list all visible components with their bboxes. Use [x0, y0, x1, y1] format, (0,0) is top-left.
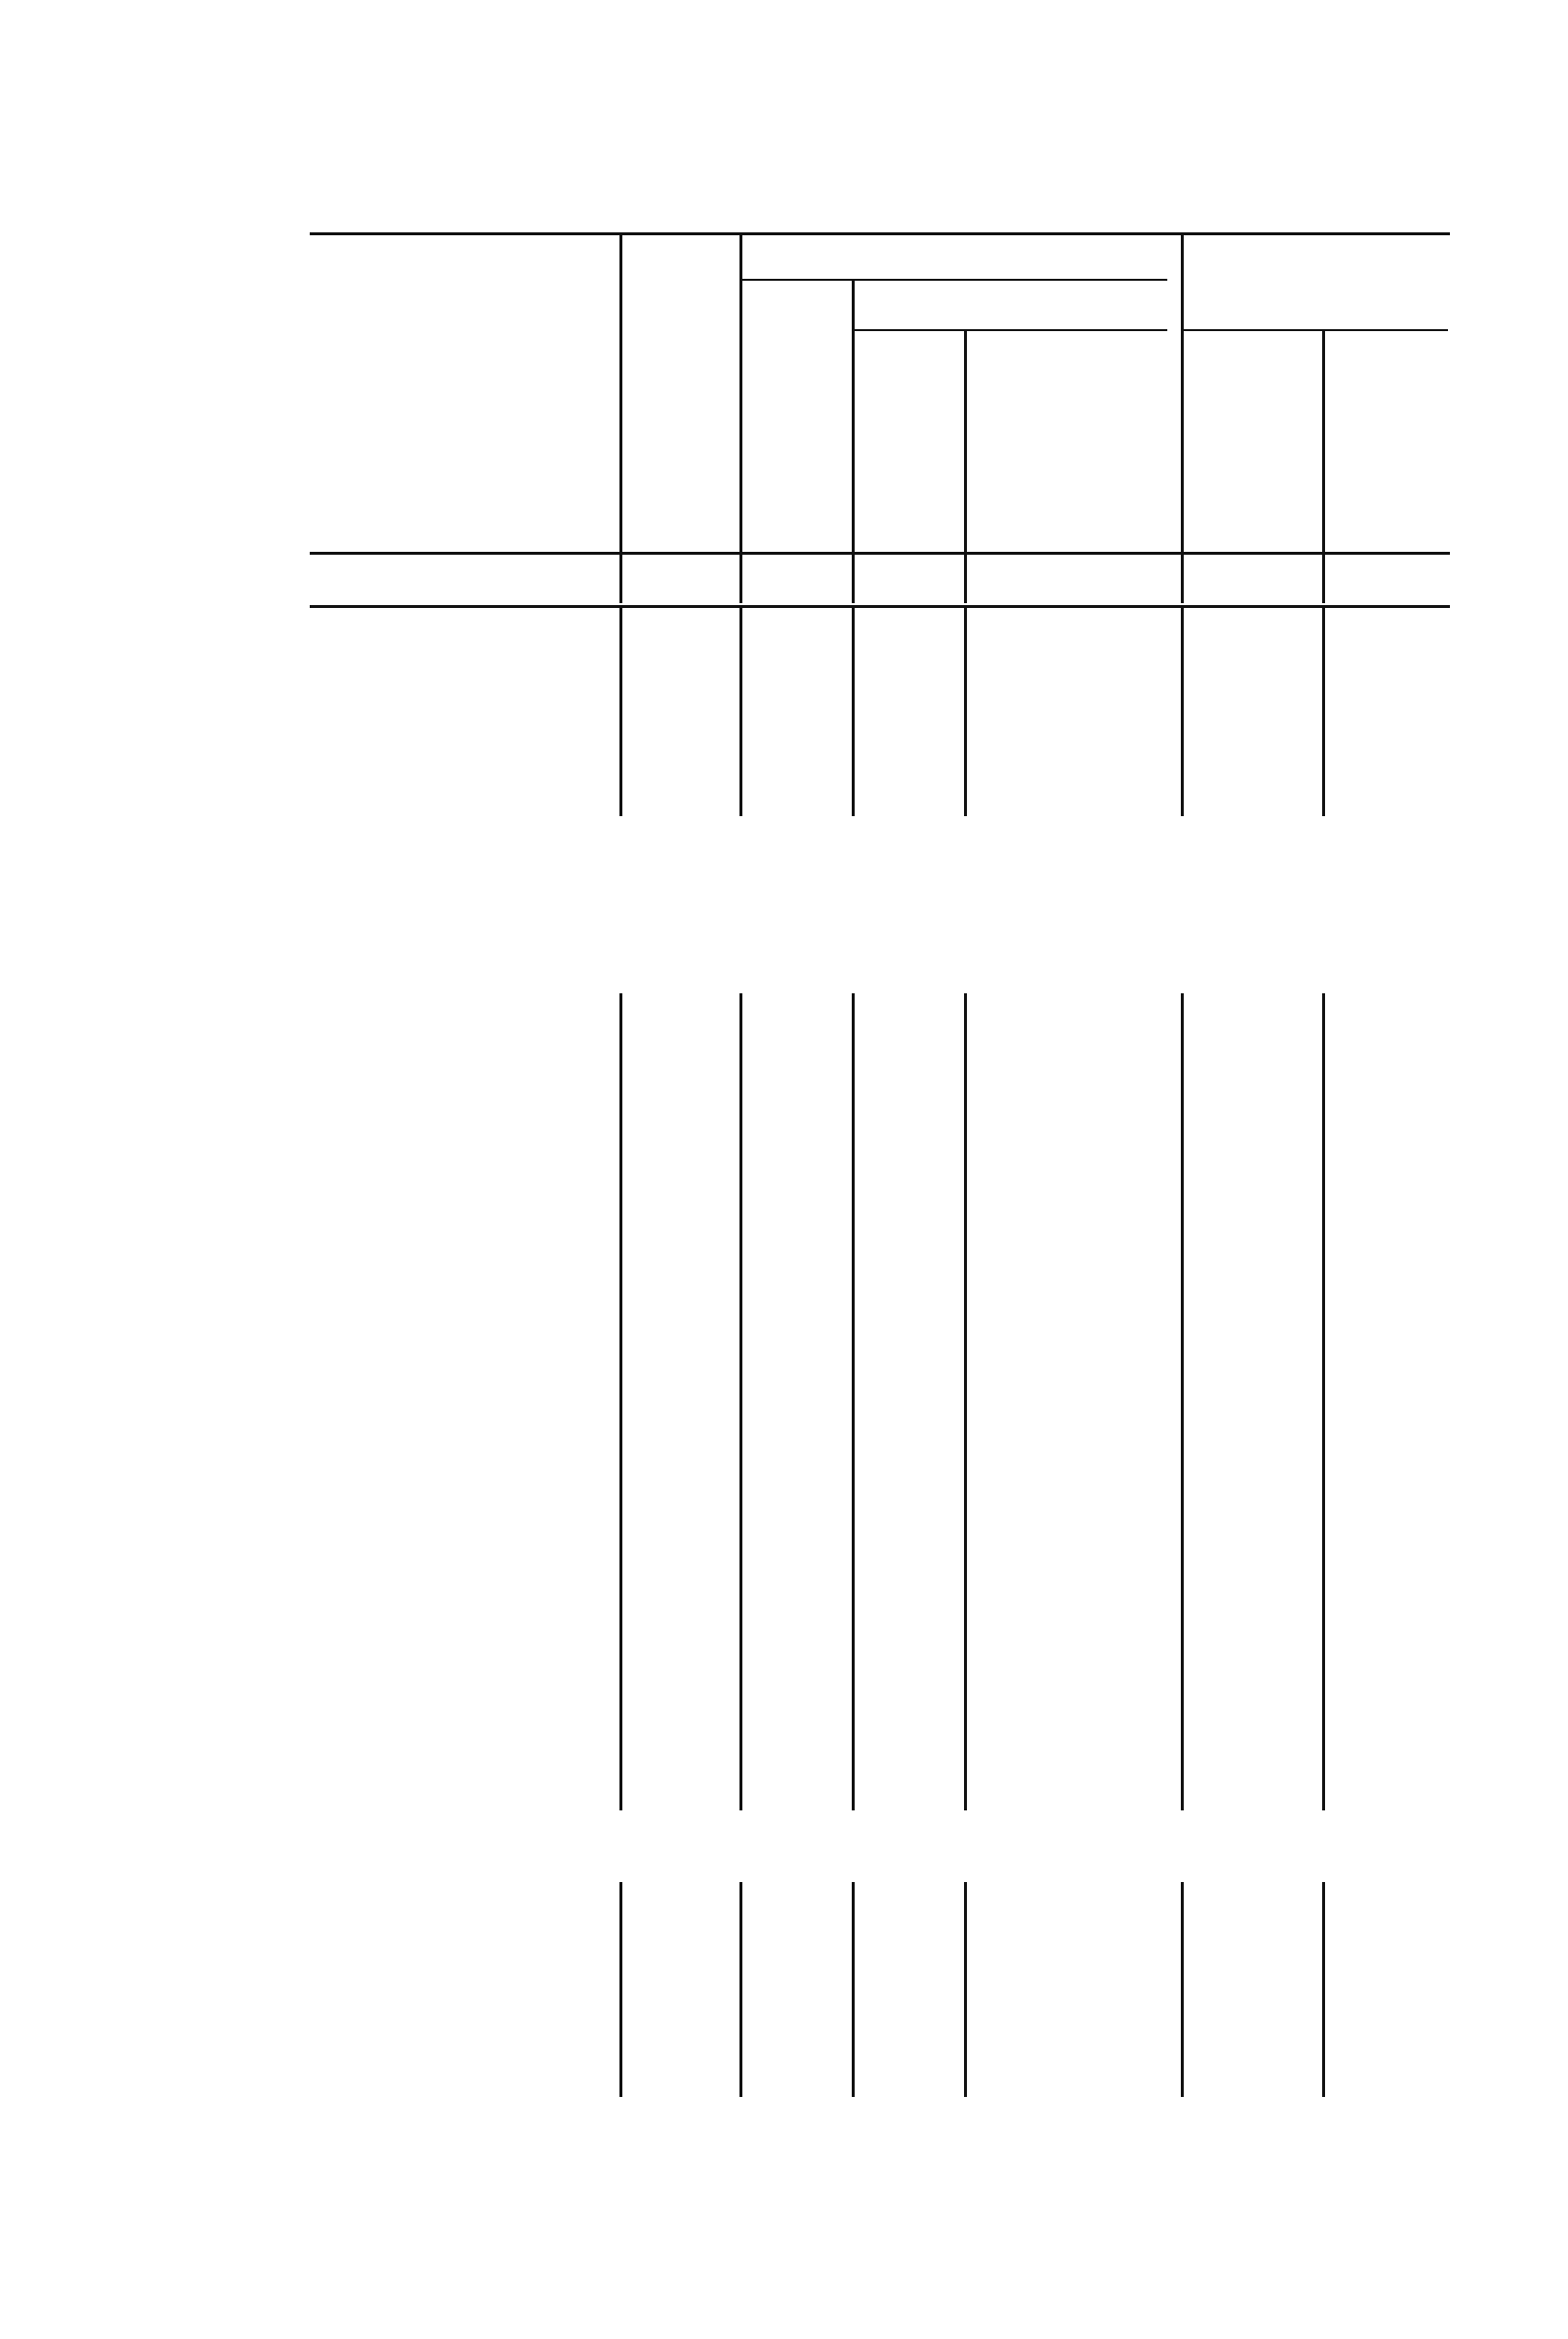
header-vline-2 [739, 235, 742, 603]
s2-vline-5 [1181, 1882, 1184, 2097]
header-servicing [1326, 335, 1448, 548]
s2-vline-2 [739, 1882, 742, 2097]
top-vline-2 [739, 608, 742, 816]
header-basic-wage [743, 287, 850, 548]
s2-vline-3 [852, 1882, 855, 2097]
top-vline-3 [852, 608, 855, 816]
s1-vline-4 [964, 993, 967, 1810]
header-top-rule [310, 232, 1450, 235]
s1-vline-3 [852, 993, 855, 1810]
s1-vline-1 [619, 993, 622, 1810]
header-bottom-rule [310, 552, 1450, 555]
machine-op-rule [854, 329, 1167, 331]
top-vline-5 [1181, 608, 1184, 816]
s2-vline-1 [619, 1882, 622, 2097]
s2-vline-6 [1322, 1882, 1325, 2097]
top-vline-1 [619, 608, 622, 816]
labor-rule [1183, 329, 1448, 331]
s1-vline-5 [1181, 993, 1184, 1810]
column-numbers-rule [310, 605, 1450, 608]
including-rule [741, 279, 1167, 281]
header-vline-3 [852, 281, 855, 603]
header-vline-1 [619, 235, 622, 603]
header-not-busy [1184, 335, 1322, 548]
header-vline-6 [1322, 331, 1325, 603]
s1-vline-6 [1322, 993, 1325, 1810]
s1-vline-2 [739, 993, 742, 1810]
header-vline-4 [964, 331, 967, 603]
s2-vline-4 [964, 1882, 967, 2097]
header-direct-costs [623, 242, 738, 548]
top-vline-6 [1322, 608, 1325, 816]
top-vline-4 [964, 608, 967, 816]
